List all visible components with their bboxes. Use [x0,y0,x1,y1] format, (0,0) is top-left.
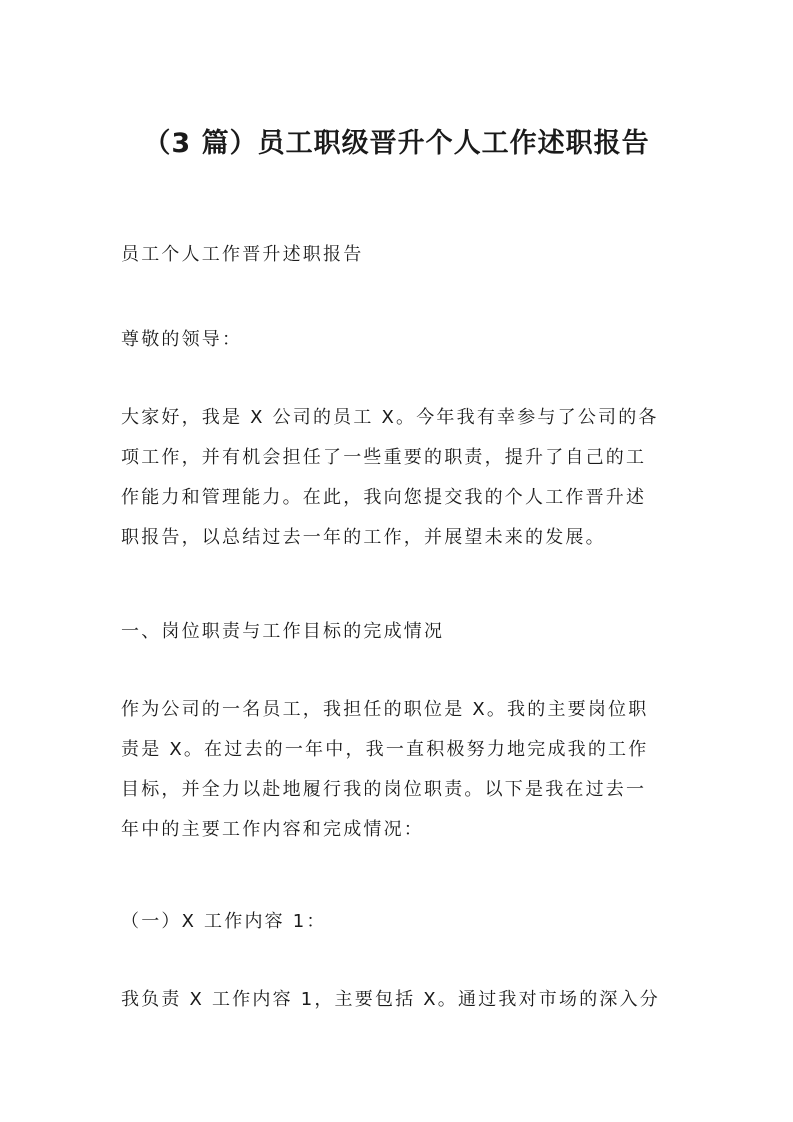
report-subtitle: 员工个人工作晋升述职报告 [121,244,364,265]
intro-line: 大家好，我是 X 公司的员工 X。今年我有幸参与了公司的各 [121,407,659,428]
section-1-paragraph [121,690,681,850]
intro-line: 作能力和管理能力。在此，我向您提交我的个人工作晋升述 [121,487,647,508]
document-title: （3 篇）员工职级晋升个人工作述职报告 [143,128,650,159]
paragraph-line: 目标，并全力以赴地履行我的岗位职责。以下是我在过去一 [121,779,647,800]
paragraph-line: 作为公司的一名员工，我担任的职位是 X。我的主要岗位职 [121,699,649,720]
section-heading: 一、岗位职责与工作目标的完成情况 [121,621,445,642]
intro-paragraph [121,398,681,558]
salutation: 尊敬的领导： [121,329,243,350]
paragraph-line: 年中的主要工作内容和完成情况： [121,819,424,840]
subsection-heading: （一）X 工作内容 1： [121,911,327,932]
paragraph-line: 责是 X。在过去的一年中，我一直积极努力地完成我的工作 [121,739,649,760]
intro-line: 职报告，以总结过去一年的工作，并展望未来的发展。 [121,527,606,548]
intro-line: 项工作，并有机会担任了一些重要的职责，提升了自己的工 [121,447,647,468]
paragraph-line: 我负责 X 工作内容 1，主要包括 X。通过我对市场的深入分 [121,989,660,1010]
